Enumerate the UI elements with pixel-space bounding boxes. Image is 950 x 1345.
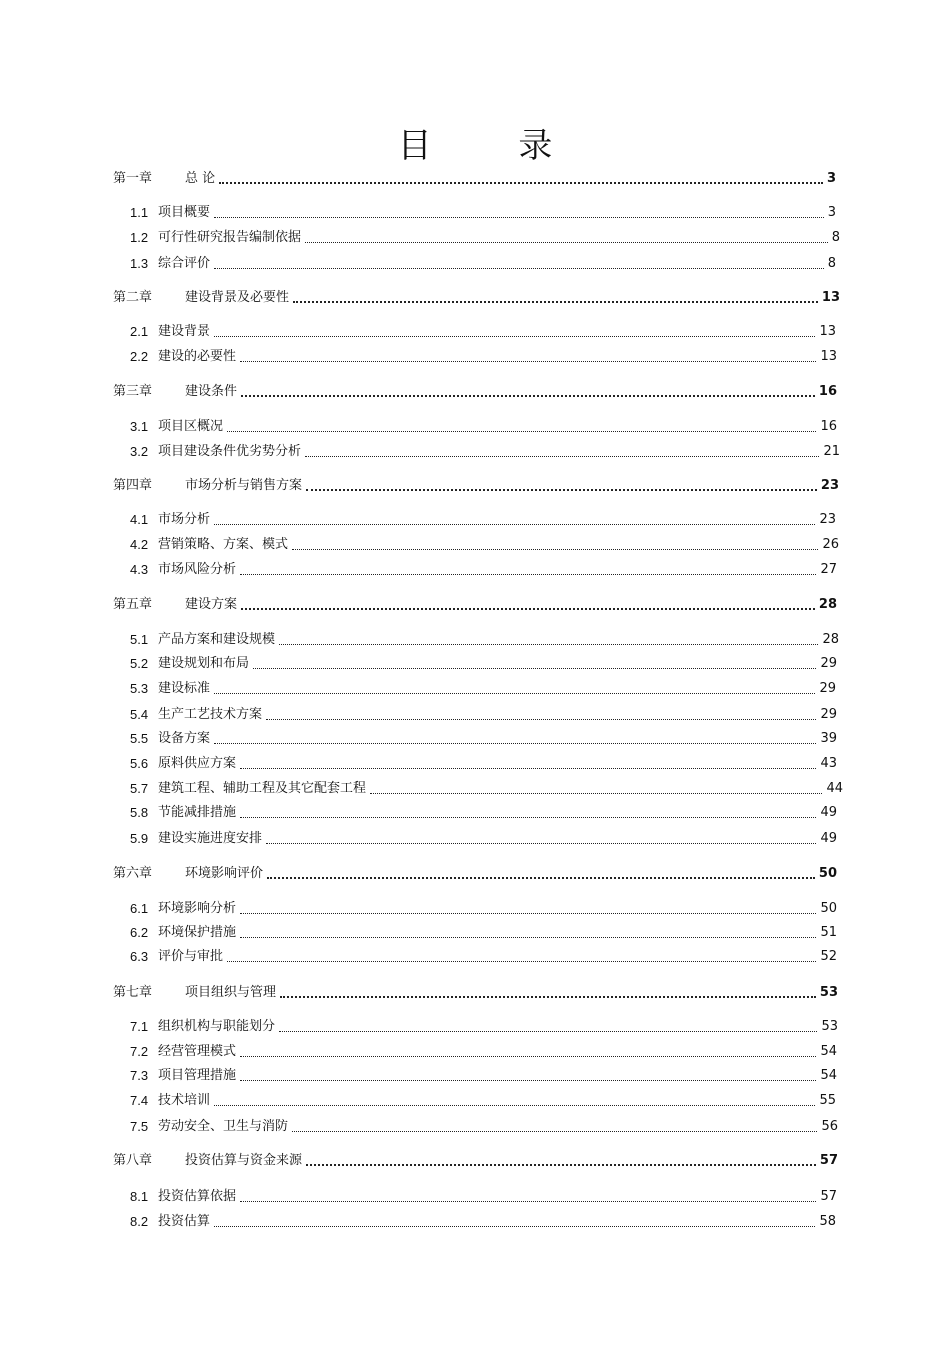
toc-entry-title: 市场分析 (158, 512, 211, 527)
toc-chapter-entry[interactable] (113, 383, 837, 401)
page-number: 53 (819, 985, 838, 1000)
dot-leader (227, 961, 816, 962)
toc-entry-title: 环境保护措施 (158, 925, 237, 940)
toc-entry-title: 生产工艺技术方案 (158, 707, 263, 722)
dot-leader (279, 1031, 817, 1032)
toc-section-entry[interactable] (130, 443, 840, 461)
page-number: 51 (820, 925, 837, 940)
toc-section-entry[interactable] (130, 730, 837, 748)
page-number: 29 (820, 656, 837, 671)
section-number: 5.7 (130, 781, 149, 796)
toc-section-entry[interactable] (130, 706, 837, 724)
toc-section-entry[interactable] (130, 1118, 838, 1136)
toc-chapter-entry[interactable] (113, 865, 837, 883)
toc-entry-title: 建筑工程、辅助工程及其它配套工程 (158, 781, 367, 796)
toc-entry-title: 营销策略、方案、模式 (158, 537, 289, 552)
toc-entry-title: 可行性研究报告编制依据 (158, 230, 302, 245)
dot-leader (214, 693, 815, 694)
toc-entry-title: 项目区概况 (158, 419, 224, 434)
dot-leader (240, 1056, 816, 1057)
dot-leader (214, 743, 816, 744)
toc-section-entry[interactable] (130, 631, 839, 649)
dot-leader (214, 1226, 815, 1227)
toc-entry-title: 环境影响分析 (158, 901, 237, 916)
toc-section-entry[interactable] (130, 924, 837, 942)
dot-leader (306, 489, 817, 491)
chapter-label: 第五章 (113, 597, 153, 612)
page-number: 8 (827, 256, 836, 271)
page-number: 23 (820, 478, 839, 493)
page-number: 57 (819, 1153, 838, 1168)
section-number: 1.3 (130, 256, 149, 271)
toc-entry-title: 建设的必要性 (158, 349, 237, 364)
dot-leader (240, 1201, 816, 1202)
dot-leader (266, 843, 816, 844)
page-number: 39 (820, 731, 837, 746)
dot-leader (267, 877, 815, 879)
page-number: 16 (820, 419, 837, 434)
dot-leader (214, 336, 815, 337)
dot-leader (305, 456, 819, 457)
section-number: 7.3 (130, 1068, 149, 1083)
toc-section-entry[interactable] (130, 536, 839, 554)
section-number: 2.2 (130, 349, 149, 364)
chapter-label: 第三章 (113, 384, 153, 399)
dot-leader (227, 431, 816, 432)
page-number: 55 (819, 1093, 836, 1108)
chapter-label: 第二章 (113, 290, 153, 305)
toc-section-entry[interactable] (130, 229, 840, 247)
dot-leader (241, 608, 815, 610)
toc-entry-title: 组织机构与职能划分 (158, 1019, 276, 1034)
toc-entry-title: 投资估算依据 (158, 1189, 237, 1204)
page-number: 29 (819, 681, 836, 696)
toc-entry-title: 市场分析与销售方案 (185, 478, 303, 493)
dot-leader (240, 361, 816, 362)
section-number: 7.2 (130, 1044, 149, 1059)
dot-leader (306, 1164, 816, 1166)
page-number: 53 (821, 1019, 838, 1034)
toc-chapter-entry[interactable] (113, 984, 838, 1002)
dot-leader (240, 817, 816, 818)
section-number: 6.1 (130, 901, 149, 916)
page-number: 27 (820, 562, 837, 577)
section-number: 3.2 (130, 444, 149, 459)
section-number: 1.2 (130, 230, 149, 245)
toc-chapter-entry[interactable] (113, 289, 840, 307)
toc-entry-title: 投资估算 (158, 1214, 211, 1229)
page-number: 8 (831, 230, 840, 245)
toc-section-entry[interactable] (130, 900, 837, 918)
toc-chapter-entry[interactable] (113, 1152, 838, 1170)
page-number: 44 (826, 781, 843, 796)
toc-entry-title: 环境影响评价 (185, 866, 264, 881)
dot-leader (253, 668, 816, 669)
toc-section-entry[interactable] (130, 418, 837, 436)
page-number: 21 (823, 444, 840, 459)
toc-entry-title: 项目概要 (158, 205, 211, 220)
section-number: 5.4 (130, 707, 149, 722)
toc-entry-title: 项目建设条件优劣势分析 (158, 444, 302, 459)
toc-entry-title: 投资估算与资金来源 (185, 1153, 303, 1168)
toc-section-entry[interactable] (130, 561, 837, 579)
section-number: 5.1 (130, 632, 149, 647)
section-number: 4.1 (130, 512, 149, 527)
section-number: 5.6 (130, 756, 149, 771)
toc-section-entry[interactable] (130, 1067, 837, 1085)
section-number: 5.8 (130, 805, 149, 820)
toc-entry-title: 原料供应方案 (158, 756, 237, 771)
toc-section-entry[interactable] (130, 511, 836, 529)
section-number: 4.3 (130, 562, 149, 577)
dot-leader (214, 268, 824, 269)
section-number: 5.9 (130, 831, 149, 846)
toc-section-entry[interactable] (130, 1188, 837, 1206)
toc-section-entry[interactable] (130, 348, 837, 366)
toc-entry-title: 综合评价 (158, 256, 211, 271)
toc-section-entry[interactable] (130, 804, 837, 822)
toc-entry-title: 建设规划和布局 (158, 656, 250, 671)
toc-section-entry[interactable] (130, 830, 837, 848)
toc-entry-title: 建设背景及必要性 (185, 290, 290, 305)
dot-leader (292, 1131, 817, 1132)
dot-leader (240, 1080, 816, 1081)
page-number: 28 (818, 597, 837, 612)
section-number: 4.2 (130, 537, 149, 552)
toc-section-entry[interactable] (130, 755, 837, 773)
page-number: 29 (820, 707, 837, 722)
dot-leader (305, 242, 828, 243)
dot-leader (240, 574, 816, 575)
toc-section-entry[interactable] (130, 1018, 838, 1036)
toc-entry-title: 节能减排措施 (158, 805, 237, 820)
dot-leader (240, 913, 816, 914)
dot-leader (214, 524, 815, 525)
dot-leader (214, 1105, 815, 1106)
dot-leader (370, 793, 822, 794)
page-number: 3 (826, 171, 836, 186)
section-number: 5.5 (130, 731, 149, 746)
page-number: 54 (820, 1044, 837, 1059)
dot-leader (266, 719, 816, 720)
chapter-label: 第六章 (113, 866, 153, 881)
page-number: 58 (819, 1214, 836, 1229)
page-number: 54 (820, 1068, 837, 1083)
section-number: 7.4 (130, 1093, 149, 1108)
section-number: 3.1 (130, 419, 149, 434)
section-number: 8.2 (130, 1214, 149, 1229)
toc-section-entry[interactable] (130, 948, 837, 966)
dot-leader (279, 644, 818, 645)
dot-leader (214, 217, 824, 218)
page-number: 28 (822, 632, 839, 647)
toc-section-entry[interactable] (130, 780, 843, 798)
section-number: 7.5 (130, 1119, 149, 1134)
section-number: 1.1 (130, 205, 149, 220)
toc-entry-title: 建设背景 (158, 324, 211, 339)
toc-entry-title: 产品方案和建设规模 (158, 632, 276, 647)
page-number: 23 (819, 512, 836, 527)
toc-entry-title: 市场风险分析 (158, 562, 237, 577)
section-number: 5.2 (130, 656, 149, 671)
toc-entry-title: 项目管理措施 (158, 1068, 237, 1083)
toc-entry-title: 设备方案 (158, 731, 211, 746)
toc-section-entry[interactable] (130, 1213, 836, 1231)
section-number: 8.1 (130, 1189, 149, 1204)
page-number: 50 (820, 901, 837, 916)
toc-entry-title: 评价与审批 (158, 949, 224, 964)
page-number: 3 (827, 205, 836, 220)
dot-leader (240, 937, 816, 938)
page-number: 50 (818, 866, 837, 881)
page-number: 26 (822, 537, 839, 552)
page-number: 13 (819, 324, 836, 339)
toc-entry-title: 总 论 (185, 171, 216, 186)
toc-entry-title: 建设条件 (185, 384, 238, 399)
chapter-label: 第七章 (113, 985, 153, 1000)
toc-section-entry[interactable] (130, 680, 836, 698)
page-number: 56 (821, 1119, 838, 1134)
chapter-label: 第四章 (113, 478, 153, 493)
dot-leader (293, 301, 818, 303)
dot-leader (241, 395, 815, 397)
section-number: 7.1 (130, 1019, 149, 1034)
toc-chapter-entry[interactable] (113, 477, 839, 495)
toc-section-entry[interactable] (130, 1043, 837, 1061)
toc-entry-title: 项目组织与管理 (185, 985, 277, 1000)
page-number: 43 (820, 756, 837, 771)
section-number: 2.1 (130, 324, 149, 339)
toc-entry-title: 技术培训 (158, 1093, 211, 1108)
toc-entry-title: 劳动安全、卫生与消防 (158, 1119, 289, 1134)
section-number: 6.3 (130, 949, 149, 964)
toc-section-entry[interactable] (130, 255, 836, 273)
toc-entry-title: 建设实施进度安排 (158, 831, 263, 846)
dot-leader (240, 768, 816, 769)
page-number: 13 (820, 349, 837, 364)
section-number: 5.3 (130, 681, 149, 696)
toc-chapter-entry[interactable] (113, 170, 836, 188)
page-number: 49 (820, 831, 837, 846)
page-number: 49 (820, 805, 837, 820)
chapter-label: 第八章 (113, 1153, 153, 1168)
dot-leader (280, 996, 816, 998)
toc-section-entry[interactable] (130, 204, 836, 222)
toc-chapter-entry[interactable] (113, 596, 837, 614)
toc-section-entry[interactable] (130, 323, 836, 341)
section-number: 6.2 (130, 925, 149, 940)
dot-leader (292, 549, 818, 550)
page-title: 目 录 (397, 126, 591, 166)
page-number: 52 (820, 949, 837, 964)
dot-leader (219, 182, 823, 184)
toc-entry-title: 建设标准 (158, 681, 211, 696)
toc-section-entry[interactable] (130, 655, 837, 673)
page-number: 16 (818, 384, 837, 399)
page-number: 57 (820, 1189, 837, 1204)
chapter-label: 第一章 (113, 171, 153, 186)
page-number: 13 (821, 290, 840, 305)
toc-entry-title: 经营管理模式 (158, 1044, 237, 1059)
toc-entry-title: 建设方案 (185, 597, 238, 612)
toc-section-entry[interactable] (130, 1092, 836, 1110)
